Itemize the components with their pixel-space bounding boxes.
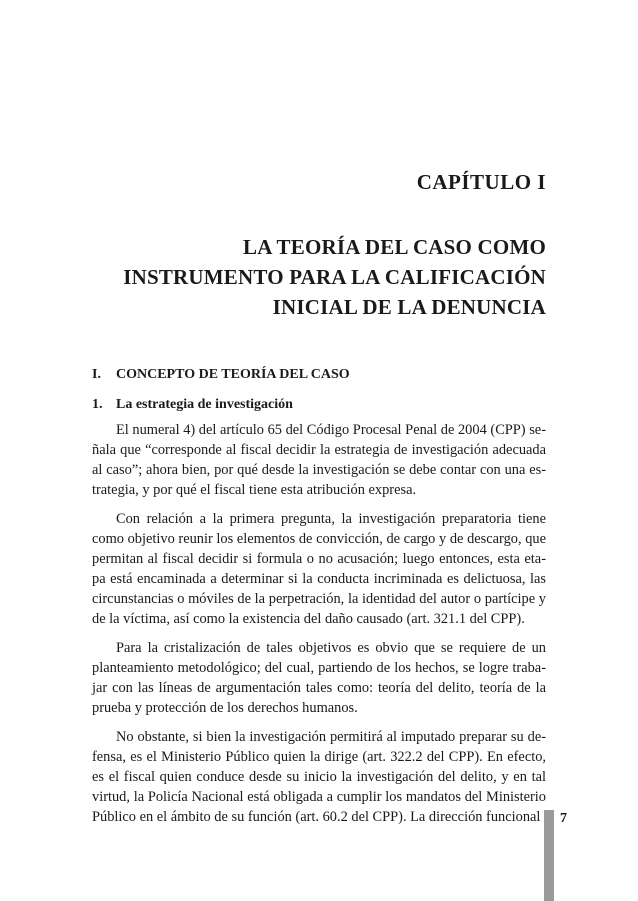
chapter-label: CAPÍTULO I	[416, 170, 546, 194]
paragraph: Para la cristalización de tales objetivos es obvio que se requiere de un planteamiento metodológico; del cual, partiendo de los hechos, se logre traba-jar con las líneas de argumentación tales como: teoría del delito, teoría de la prueba y protección de los derechos humanos.	[92, 640, 546, 716]
subsection-title: La estrategia de investigación	[116, 397, 293, 412]
paragraph: No obstante, si bien la investigación permitirá al imputado preparar su de-fensa, es el Ministerio Público quien la dirige (art. 322.2 del CPP). En efecto, es el fiscal quien conduce desde su inicio la investigación del delito, y en tal virtud, la Policía Nacional está obligada a cumplir los mandatos del Ministerio Público en el ámbito de su función (art. 60.2 del CPP). La dirección funcional	[92, 729, 546, 825]
section-title: CONCEPTO DE TEORÍA DEL CASO	[116, 367, 350, 382]
chapter-title-line: LA TEORÍA DEL CASO COMO	[243, 235, 546, 259]
subsection-heading	[92, 397, 293, 413]
body-text	[92, 420, 546, 836]
section-number: I.	[92, 367, 101, 382]
section-heading	[92, 367, 350, 383]
page-number: 7	[560, 811, 567, 826]
paragraph: Con relación a la primera pregunta, la investigación preparatoria tiene como objetivo reunir los elementos de convicción, de cargo y de descargo, que permitan al fiscal decidir si formula o no acusación; luego entonces, esta eta-pa está encaminada a determinar si la conducta incriminada es delictuosa, las circunstancias o móviles de la perpetración, la identidad del autor o partícipe y de la víctima, así como la existencia del daño causado (art. 321.1 del CPP).	[92, 511, 546, 627]
subsection-number: 1.	[92, 397, 103, 412]
chapter-title-line: INSTRUMENTO PARA LA CALIFICACIÓN	[123, 265, 546, 289]
chapter-title-line: INICIAL DE LA DENUNCIA	[272, 295, 546, 319]
chapter-title	[80, 232, 546, 322]
page-marker-bar	[544, 810, 554, 901]
paragraph: El numeral 4) del artículo 65 del Código Procesal Penal de 2004 (CPP) se-ñala que “corresponde al fiscal decidir la estrategia de investigación adecuada al caso”; ahora bien, por qué desde la investigación se debe contar con una es-trategia, y por qué el fiscal tiene esta atribución expresa.	[92, 422, 546, 498]
